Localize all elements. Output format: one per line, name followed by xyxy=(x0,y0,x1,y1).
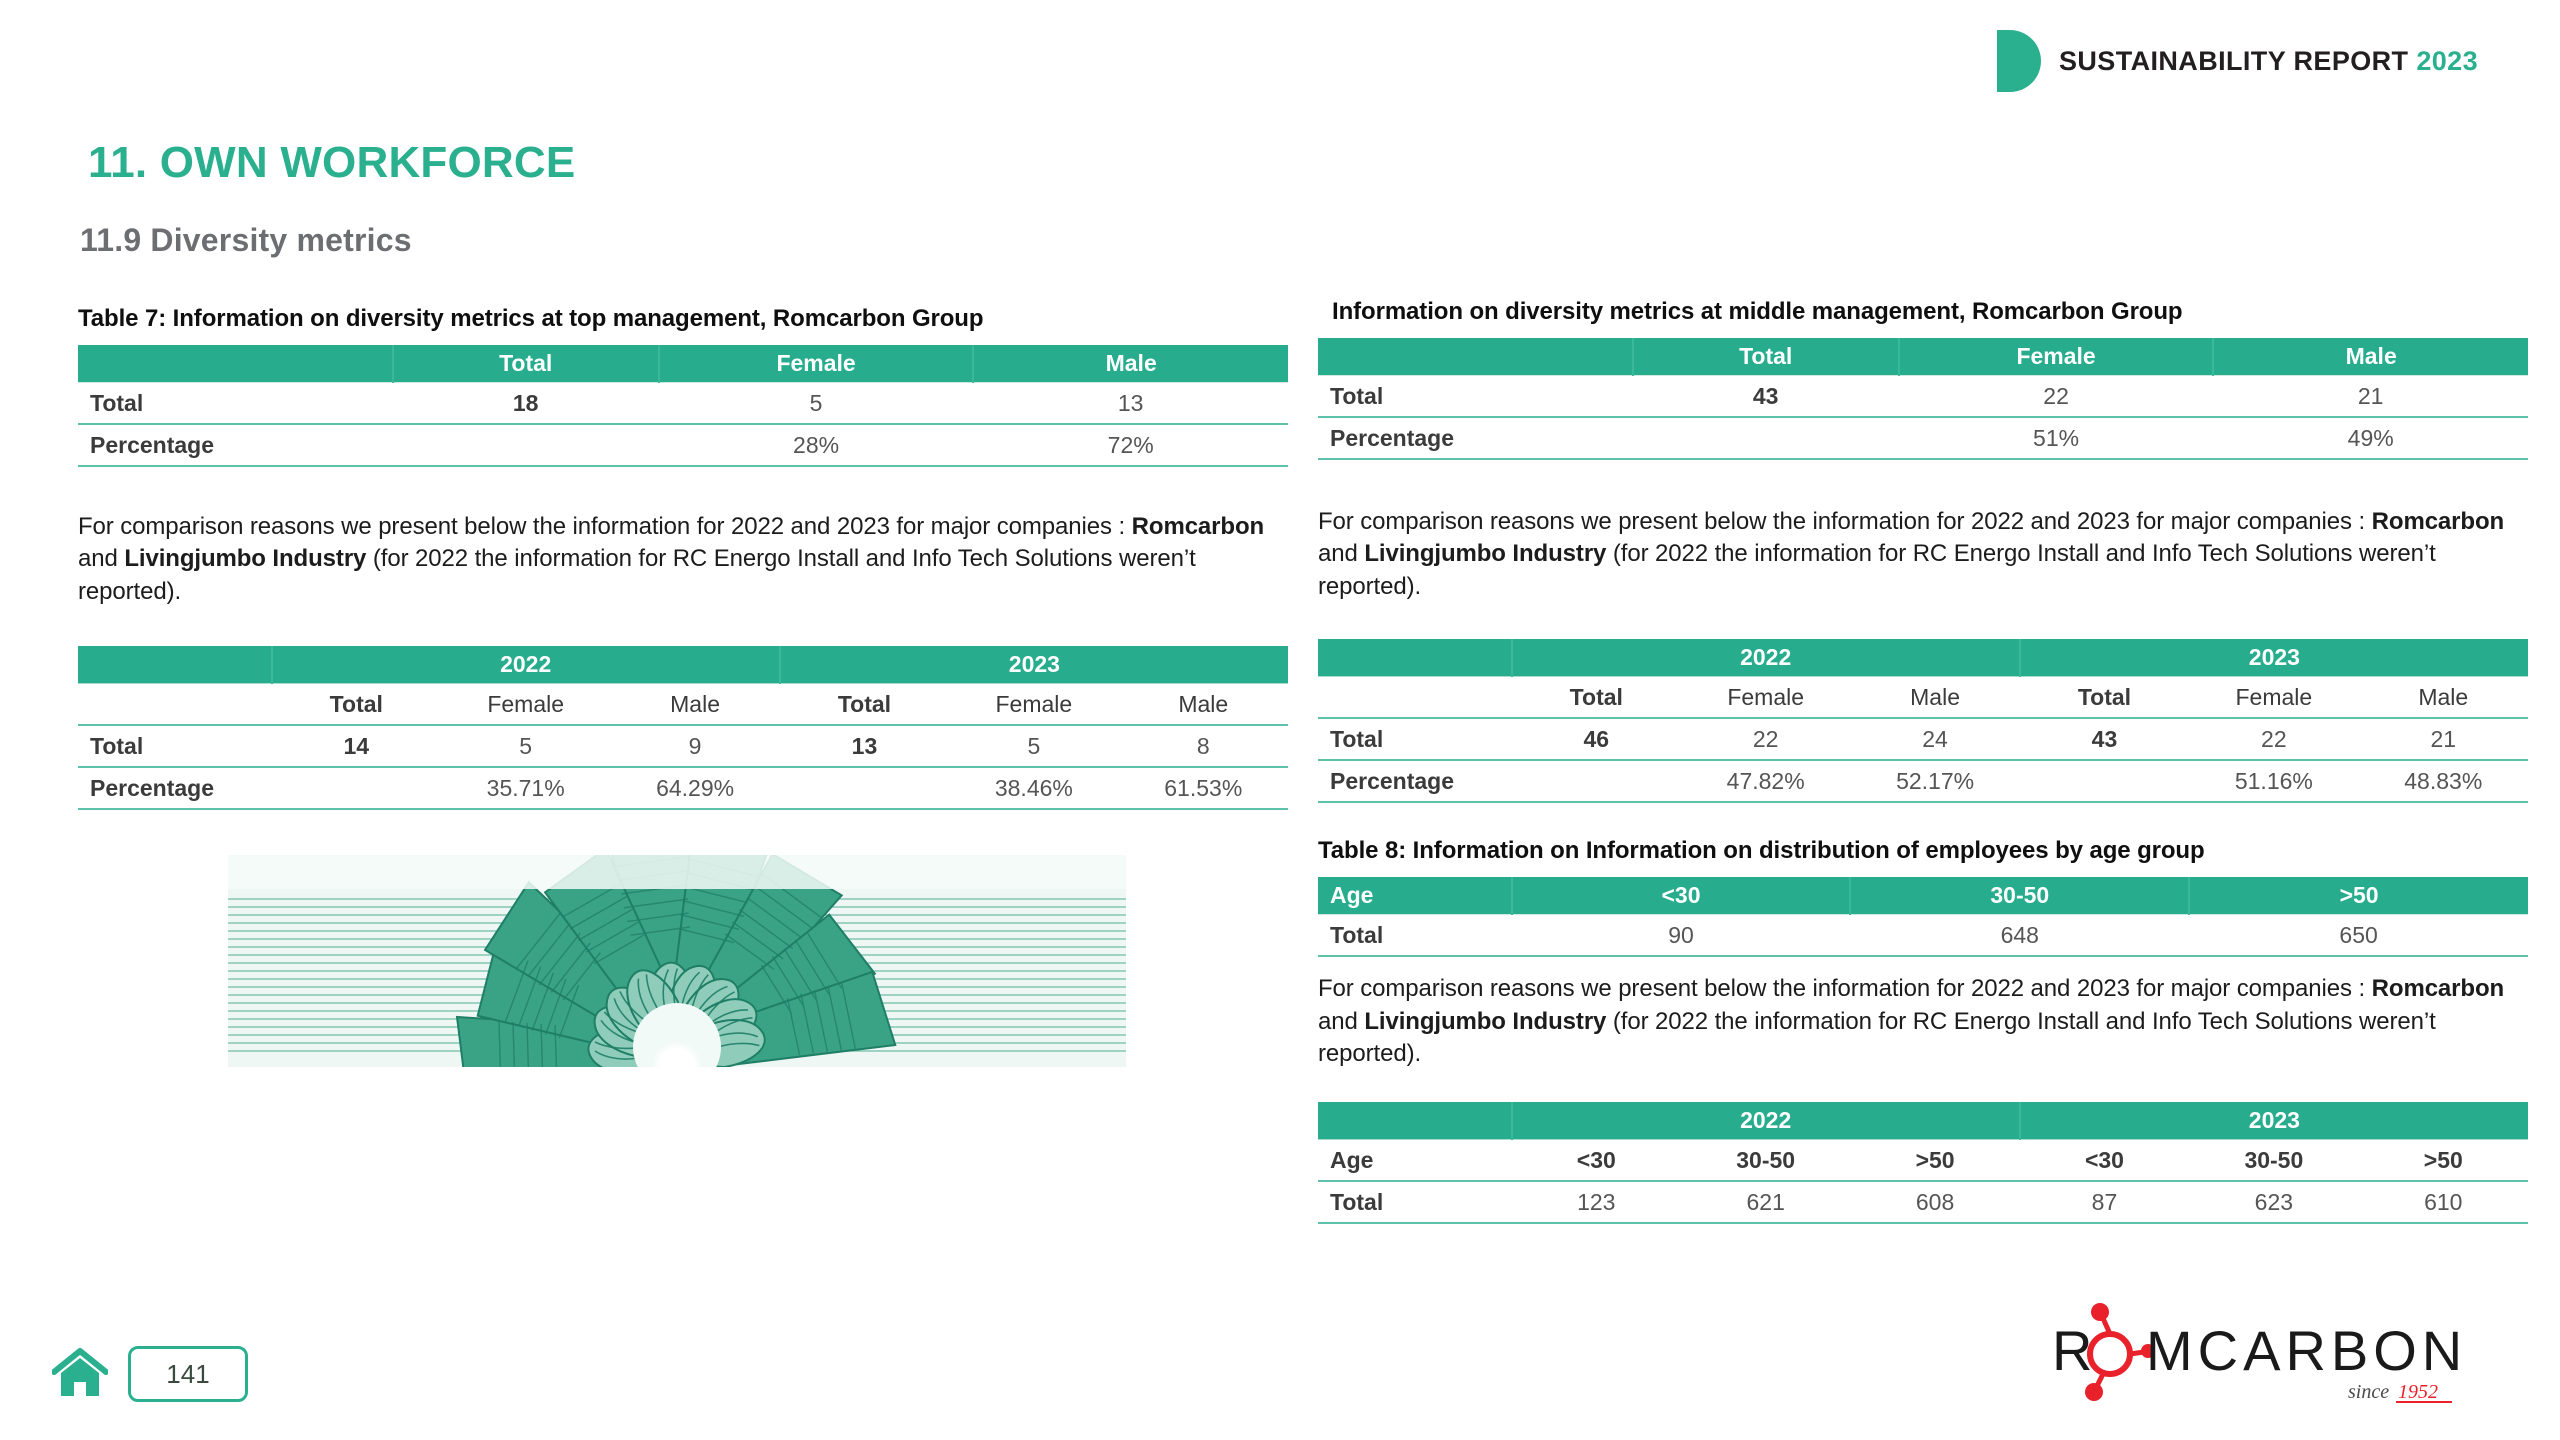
left-compare-sub-5: Female xyxy=(949,684,1118,726)
left-compare-table xyxy=(78,646,1288,810)
left-compare-sub-2: Female xyxy=(441,684,610,726)
left-column xyxy=(78,305,1288,810)
left-comparison-paragraph xyxy=(78,511,1288,608)
table-row xyxy=(1318,417,2528,459)
right-compare-r0-c5: 21 xyxy=(2359,718,2528,760)
age-compare-r0-c2: 608 xyxy=(1850,1181,2019,1223)
left-compare-r0-label: Total xyxy=(78,725,272,767)
table-row xyxy=(1318,760,2528,802)
page-number-box xyxy=(128,1346,248,1402)
table8-col-age: Age xyxy=(1318,877,1512,915)
table8-col-30to50: 30-50 xyxy=(1850,877,2189,915)
middle-management-title: Information on diversity metrics at middle management, Romcarbon Group xyxy=(1332,298,2183,325)
left-paragraph-bold-romcarbon: Romcarbon xyxy=(1131,513,1265,540)
mm-header-row xyxy=(1318,338,2528,376)
left-compare-r0-c3: 13 xyxy=(780,725,949,767)
header-year: 2023 xyxy=(2416,45,2478,76)
hands-joined-circle-illustration xyxy=(228,855,1126,1067)
left-compare-r1-c5: 61.53% xyxy=(1119,767,1288,809)
table7 xyxy=(78,345,1288,467)
logo-text-r: R xyxy=(2052,1319,2098,1382)
right-compare-r0-c3: 43 xyxy=(2020,718,2189,760)
right-compare-r1-c2: 52.17% xyxy=(1850,760,2019,802)
left-paragraph-line1: For comparison reasons we present below the information for 2022 and 2023 for major companies : xyxy=(78,513,1126,540)
left-compare-r0-c0: 14 xyxy=(272,725,441,767)
table-row xyxy=(78,424,1288,466)
table7-row0-male: 13 xyxy=(973,383,1288,425)
table8-col-over50: >50 xyxy=(2189,877,2528,915)
right-compare-sub-2: Female xyxy=(1681,677,1850,719)
right-comparison-paragraph xyxy=(1318,506,2528,603)
logo-tagline-year: 1952 xyxy=(2398,1381,2438,1403)
table-row xyxy=(78,725,1288,767)
home-icon[interactable] xyxy=(52,1348,108,1400)
age-compare-sub-1: <30 xyxy=(1512,1140,1681,1182)
right-compare-sub-3: Male xyxy=(1850,677,2019,719)
table7-col-female: Female xyxy=(659,345,974,383)
left-compare-year-2023: 2023 xyxy=(780,646,1288,684)
left-compare-r0-c5: 8 xyxy=(1119,725,1288,767)
left-compare-r0-c4: 5 xyxy=(949,725,1118,767)
age-compare-sub-6: >50 xyxy=(2359,1140,2528,1182)
left-compare-sub-0 xyxy=(78,684,272,726)
logo-tagline-word: since xyxy=(2348,1381,2390,1403)
right-paragraph2-bold-romcarbon: Romcarbon xyxy=(2371,975,2505,1003)
table7-title: Table 7: Information on diversity metrics at top management, Romcarbon Group xyxy=(78,305,984,332)
age-compare-r0-c5: 610 xyxy=(2359,1181,2528,1223)
right-compare-sub-6: Male xyxy=(2359,677,2528,719)
right-paragraph-bold-romcarbon: Romcarbon xyxy=(2371,508,2505,535)
right-column xyxy=(1318,298,2528,1224)
table7-col-male: Male xyxy=(973,345,1288,383)
table8-title: Table 8: Information on Information on distribution of employees by age group xyxy=(1318,837,2205,865)
page-header xyxy=(1997,30,2478,92)
table7-row0-label: Total xyxy=(78,383,393,425)
right-paragraph-line1: For comparison reasons we present below the information for 2022 and 2023 for major companies : xyxy=(1318,508,2366,535)
age-compare-r0-c4: 623 xyxy=(2189,1181,2358,1223)
left-compare-r1-c3 xyxy=(780,767,949,809)
right-compare-r0-c2: 24 xyxy=(1850,718,2019,760)
table8-header-row xyxy=(1318,877,2528,915)
age-compare-sub-2: 30-50 xyxy=(1681,1140,1850,1182)
right-paragraph-and: and xyxy=(1318,540,1365,568)
mm-row0-label: Total xyxy=(1318,376,1633,418)
right-compare-r0-c1: 22 xyxy=(1681,718,1850,760)
right-compare-sub-1: Total xyxy=(1512,677,1681,719)
mm-row0-female: 22 xyxy=(1899,376,2214,418)
home-icon-svg xyxy=(52,1348,108,1400)
age-compare-sub-0: Age xyxy=(1318,1140,1512,1182)
right-compare-r1-c3 xyxy=(2020,760,2189,802)
romcarbon-logo-svg xyxy=(2052,1302,2472,1406)
hands-illustration-svg xyxy=(228,855,1126,1067)
left-compare-year-2022: 2022 xyxy=(272,646,780,684)
table-row xyxy=(1318,915,2528,957)
age-compare-table xyxy=(1318,1102,2528,1224)
right-compare-year-blank xyxy=(1318,639,1512,677)
left-compare-sub-1: Total xyxy=(272,684,441,726)
age-compare-year-2022: 2022 xyxy=(1512,1102,2020,1140)
mm-row1-total xyxy=(1633,417,1899,459)
left-paragraph-and: and xyxy=(78,545,125,573)
header-title-text: SUSTAINABILITY REPORT xyxy=(2059,45,2409,76)
table7-row1-female: 28% xyxy=(659,424,974,466)
age-compare-r0-c1: 621 xyxy=(1681,1181,1850,1223)
age-compare-sub-3: >50 xyxy=(1850,1140,2019,1182)
table7-header-row xyxy=(78,345,1288,383)
left-compare-sub-4: Total xyxy=(780,684,949,726)
left-compare-year-blank xyxy=(78,646,272,684)
table-row xyxy=(1318,1181,2528,1223)
mm-col-male: Male xyxy=(2213,338,2528,376)
left-compare-r1-c0 xyxy=(272,767,441,809)
table8-row0-label: Total xyxy=(1318,915,1512,957)
table8-row0-over50: 650 xyxy=(2189,915,2528,957)
age-compare-r0-label: Total xyxy=(1318,1181,1512,1223)
left-compare-r0-c2: 9 xyxy=(610,725,779,767)
table8-row0-under30: 90 xyxy=(1512,915,1851,957)
left-compare-r1-c4: 38.46% xyxy=(949,767,1118,809)
age-compare-year-2023: 2023 xyxy=(2020,1102,2528,1140)
right-compare-r1-c1: 47.82% xyxy=(1681,760,1850,802)
table-row xyxy=(78,383,1288,425)
mm-row1-male: 49% xyxy=(2213,417,2528,459)
mm-col-0 xyxy=(1318,338,1633,376)
left-compare-subheader-row xyxy=(78,684,1288,726)
table-row xyxy=(78,767,1288,809)
mm-col-female: Female xyxy=(1899,338,2214,376)
table7-row0-total: 18 xyxy=(393,383,659,425)
page-number: 141 xyxy=(166,1358,210,1389)
table7-row1-male: 72% xyxy=(973,424,1288,466)
age-compare-year-blank xyxy=(1318,1102,1512,1140)
table7-row0-female: 5 xyxy=(659,383,974,425)
right-paragraph2-rest: (for 2022 the information for RC Energo Install and Info Tech Solutions weren’t reported). xyxy=(1318,1007,2436,1067)
right-compare-r1-label: Percentage xyxy=(1318,760,1512,802)
age-compare-year-row xyxy=(1318,1102,2528,1140)
right-compare-table xyxy=(1318,639,2528,803)
left-compare-r1-c1: 35.71% xyxy=(441,767,610,809)
right-paragraph2-bold-livingjumbo: Livingjumbo Industry xyxy=(1364,1007,1607,1035)
right-compare-sub-5: Female xyxy=(2189,677,2358,719)
table7-col-0 xyxy=(78,345,393,383)
right-compare-r0-label: Total xyxy=(1318,718,1512,760)
right-paragraph-rest: (for 2022 the information for RC Energo Install and Info Tech Solutions weren’t reported). xyxy=(1318,540,2436,600)
right-compare-sub-4: Total xyxy=(2020,677,2189,719)
right-compare-year-2022: 2022 xyxy=(1512,639,2020,677)
right-compare-r0-c0: 46 xyxy=(1512,718,1681,760)
age-compare-sub-4: <30 xyxy=(2020,1140,2189,1182)
left-compare-r1-label: Percentage xyxy=(78,767,272,809)
logo-text-main: MCARBON xyxy=(2146,1319,2468,1382)
half-circle-mark-icon xyxy=(1997,30,2041,92)
right-compare-year-2023: 2023 xyxy=(2020,639,2528,677)
left-compare-sub-3: Male xyxy=(610,684,779,726)
right-compare-r1-c0 xyxy=(1512,760,1681,802)
subsection-title: 11.9 Diversity metrics xyxy=(80,222,412,258)
right-compare-subheader-row xyxy=(1318,677,2528,719)
middle-management-table xyxy=(1318,338,2528,460)
table8-col-under30: <30 xyxy=(1512,877,1851,915)
table-row xyxy=(1318,376,2528,418)
left-compare-r0-c1: 5 xyxy=(441,725,610,767)
romcarbon-logo xyxy=(2052,1302,2472,1406)
left-compare-year-row xyxy=(78,646,1288,684)
table-row xyxy=(1318,718,2528,760)
mm-row1-label: Percentage xyxy=(1318,417,1633,459)
page-title: 11. OWN WORKFORCE xyxy=(88,138,576,187)
table8 xyxy=(1318,877,2528,957)
left-paragraph-bold-livingjumbo: Livingjumbo Industry xyxy=(124,545,367,573)
mm-row0-total: 43 xyxy=(1633,376,1899,418)
left-compare-sub-6: Male xyxy=(1119,684,1288,726)
table7-row1-total xyxy=(393,424,659,466)
right-comparison-paragraph-2 xyxy=(1318,973,2528,1070)
mm-row1-female: 51% xyxy=(1899,417,2214,459)
table7-row1-label: Percentage xyxy=(78,424,393,466)
age-compare-r0-c0: 123 xyxy=(1512,1181,1681,1223)
right-compare-r1-c4: 51.16% xyxy=(2189,760,2358,802)
mm-col-total: Total xyxy=(1633,338,1899,376)
right-compare-r1-c5: 48.83% xyxy=(2359,760,2528,802)
mm-row0-male: 21 xyxy=(2213,376,2528,418)
right-paragraph2-line1: For comparison reasons we present below the information for 2022 and 2023 for major companies : xyxy=(1318,975,2366,1003)
age-compare-r0-c3: 87 xyxy=(2020,1181,2189,1223)
header-title xyxy=(2059,46,2478,77)
left-compare-r1-c2: 64.29% xyxy=(610,767,779,809)
right-compare-r0-c4: 22 xyxy=(2189,718,2358,760)
age-compare-sub-5: 30-50 xyxy=(2189,1140,2358,1182)
table8-row0-30to50: 648 xyxy=(1850,915,2189,957)
table7-col-total: Total xyxy=(393,345,659,383)
right-paragraph-bold-livingjumbo: Livingjumbo Industry xyxy=(1364,540,1607,568)
right-compare-year-row xyxy=(1318,639,2528,677)
right-paragraph2-and: and xyxy=(1318,1007,1365,1035)
left-paragraph-rest: (for 2022 the information for RC Energo Install and Info Tech Solutions weren’t reported). xyxy=(78,545,1196,605)
right-compare-sub-0 xyxy=(1318,677,1512,719)
age-compare-subheader-row xyxy=(1318,1140,2528,1182)
